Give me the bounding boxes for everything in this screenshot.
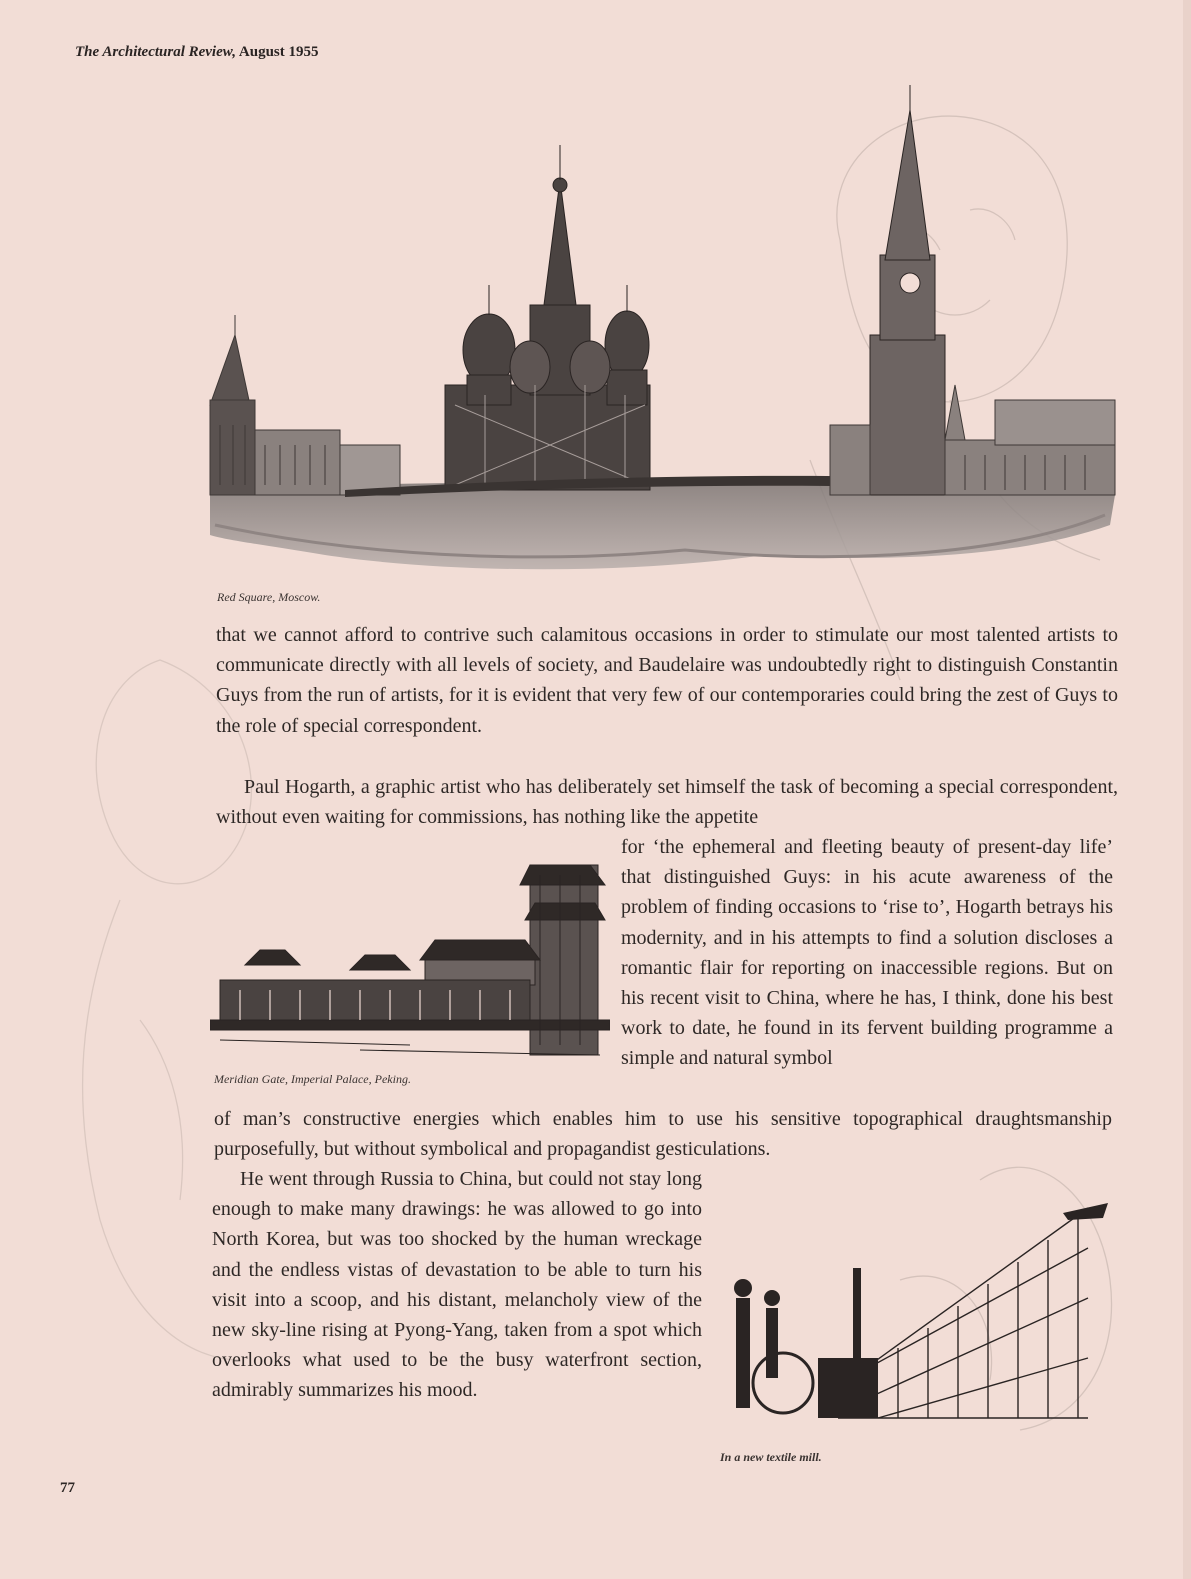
page-edge bbox=[1183, 0, 1191, 1579]
textile-mill-illustration bbox=[718, 1188, 1113, 1440]
meridian-gate-caption: Meridian Gate, Imperial Palace, Peking. bbox=[214, 1072, 411, 1086]
red-square-caption: Red Square, Moscow. bbox=[217, 590, 321, 604]
paragraph-3: He went through Russia to China, but could not stay long enough to make many drawings: he was allowed to go into North Korea, but was too shocked by the human wreckage and the endless vistas of devastation to be able to turn his visit into a scoop, and his distant, melancholy view of the new sky-line rising at Pyong-Yang, taken from a spot which overlooks what used to be the busy waterfront section, admirably summarizes his mood. bbox=[212, 1168, 702, 1402]
paragraph-2-bottom: of man’s constructive energies which enables him to use his sensitive topographical draughtsmanship purposefully, but without symbolical and propagandist gesticulations. bbox=[214, 1108, 1112, 1161]
running-header bbox=[75, 44, 319, 61]
paragraph-1: that we cannot afford to contrive such calamitous occasions in order to stimulate our most talented artists to communicate directly with all levels of society, and Baudelaire was undoubtedly right to distinguish Constantin Guys from the run of artists, for it is evident that very few of our contemporaries could bring the zest of Guys to the role of special correspondent. bbox=[216, 624, 1118, 737]
issue-date: August 1955 bbox=[238, 44, 319, 60]
paragraph-2-top: Paul Hogarth, a graphic artist who has deliberately set himself the task of becoming a special correspondent, without even waiting for commissions, has nothing like the appetite bbox=[216, 776, 1118, 829]
page-number: 77 bbox=[60, 1480, 75, 1496]
textile-mill-caption: In a new textile mill. bbox=[720, 1450, 822, 1464]
meridian-gate-illustration bbox=[210, 845, 610, 1070]
publication-title: The Architectural Review, bbox=[75, 44, 236, 60]
red-square-illustration bbox=[205, 85, 1120, 580]
paragraph-2-right-column: for ‘the ephemeral and fleeting beauty of present-day life’ that distinguished Guys: in his acute awareness of the problem of finding occasions to ‘rise to’, Hogarth betrays his modernity, and in his attempts to find a solution discloses a romantic flair for reporting on inaccessible regions. But on his recent visit to China, where he has, I think, done his best work to date, he found in its fervent building programme a simple and natural symbol bbox=[621, 836, 1113, 1070]
